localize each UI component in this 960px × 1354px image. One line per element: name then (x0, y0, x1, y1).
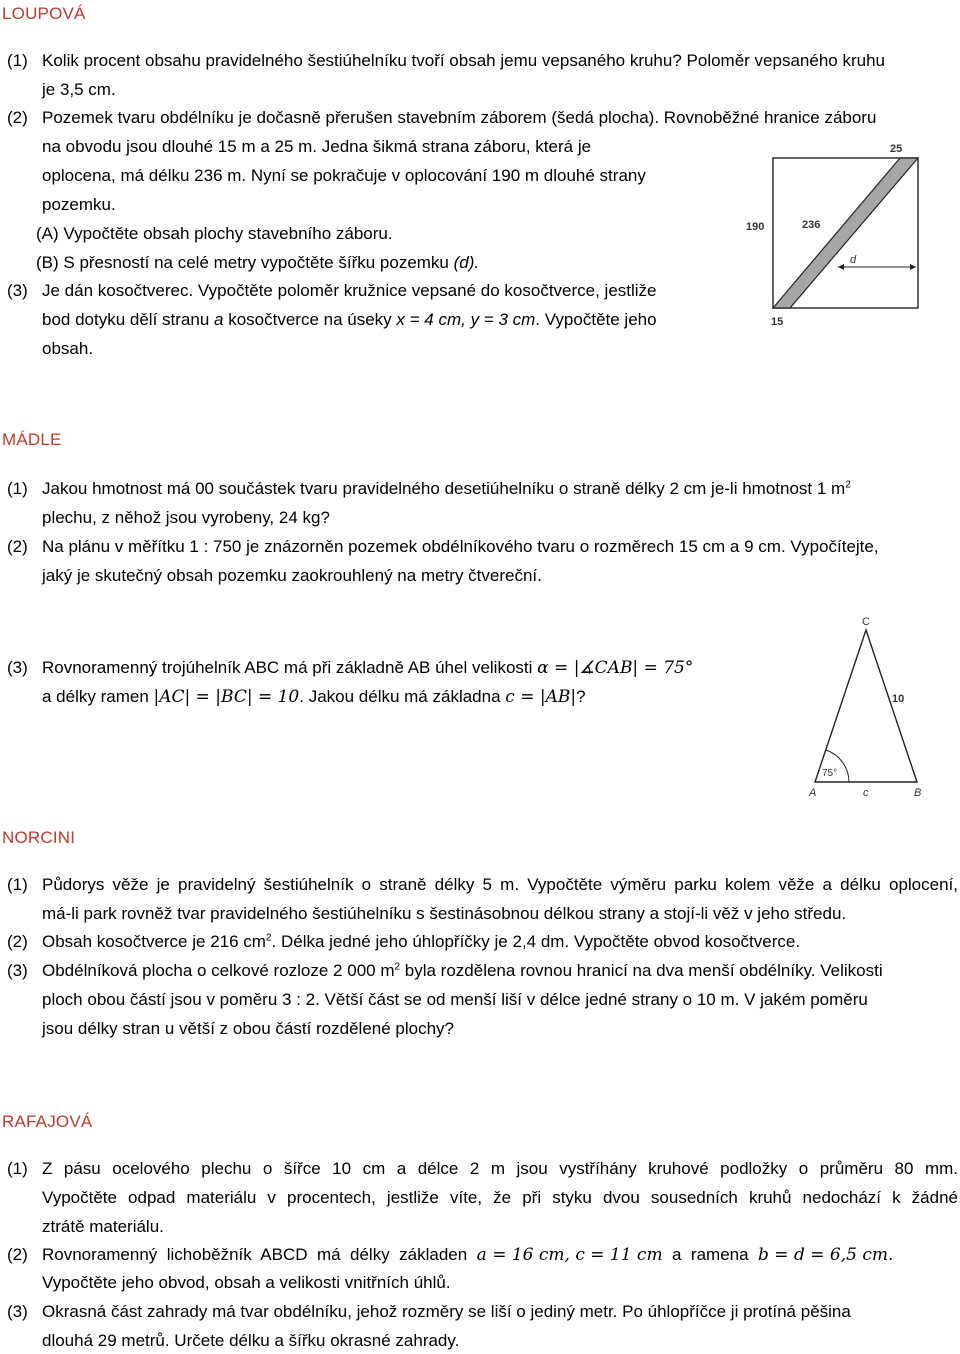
problem-number: (2) (7, 108, 28, 127)
section-heading-rafajova: RAFAJOVÁ (2, 1112, 93, 1131)
problem-text: Obsah kosočtverce je 216 $cm^2$. Délka jedné jeho úhlopříčky je 2,4 dm. Vypočtěte obvod kosočtverce. (42, 932, 801, 951)
subquestion-b: (B) S přesností na celé metry vypočtěte šířku pozemku (d). (36, 253, 480, 272)
problem-text: ploch obou částí jsou v poměru 3 : 2. Větší část se od menší liší v délce jedné strany o 10 m. V jakém poměru (42, 990, 868, 1009)
problem-text: plechu, z něhož jsou vyrobeny, 24 kg? (42, 508, 330, 527)
problem-text: Okrasná část zahrady má tvar obdélníku, jehož rozměry se liší o jediný metr. Po úhlopříčce ji protíná pěšina (42, 1302, 851, 1321)
problem-number: (3) (7, 1302, 28, 1321)
problem-text: pozemku. (42, 195, 116, 214)
subquestion-a: (A) Vypočtěte obsah plochy stavebního záboru. (36, 224, 393, 243)
construction-site-figure (740, 135, 940, 330)
base-c-label: c (863, 787, 869, 799)
section-heading-loupova: LOUPOVÁ (2, 4, 86, 23)
problem-text: Půdorys věže je pravidelný šestiúhelník o straně délky 5 m. Vypočtěte výměru parku kolem věže a délku oplocení, (42, 875, 958, 894)
problem-text: Jakou hmotnost má 00 součástek tvaru pravidelného desetiúhelníku o straně délky 2 cm je-li hmotnost 1 $m^2$ (42, 479, 851, 498)
label-15: 15 (771, 316, 784, 328)
angle-label: 75° (822, 768, 838, 779)
problem-text: Vypočtěte jeho obvod, obsah a velikosti vnitřních úhlů. (42, 1273, 451, 1292)
problem-number: (3) (7, 961, 28, 980)
problem-number: (3) (7, 281, 28, 300)
problem-text: Je dán kosočtverec. Vypočtěte poloměr kružnice vepsané do kosočtverce, jestliže (42, 281, 657, 300)
arrow-head-icon (910, 264, 916, 270)
problem-text: je 3,5 cm. (42, 80, 116, 99)
section-heading-norcini: NORCINI (2, 828, 76, 847)
problem-text: Obdélníková plocha o celkové rozloze 2 000 $m^2$ byla rozdělena rovnou hranicí na dva menší obdélníky. Velikosti (42, 961, 883, 980)
problem-text: a délky ramen |AC| = |BC| = 10. Jakou délku má základna c = |AB|? (42, 687, 586, 707)
section-heading-madle: MÁDLE (2, 430, 62, 449)
problem-text: Pozemek tvaru obdélníku je dočasně přerušen stavebním záborem (šedá plocha). Rovnoběžné hranice záboru (42, 108, 877, 127)
gray-strip (773, 158, 918, 308)
label-236: 236 (802, 219, 821, 231)
problem-number: (1) (7, 875, 28, 894)
problem-text: dlouhá 29 metrů. Určete délku a šířku okrasné zahrady. (42, 1331, 460, 1350)
problem-text: má-li park rovněž tvar pravidelného šestiúhelníku s šestinásobnou délkou strany a stojí-li věž v jeho středu. (42, 904, 847, 923)
vertex-a-label: A (809, 787, 817, 799)
problem-text: oplocena, má délku 236 m. Nyní se pokračuje v oplocování 190 m dlouhé strany (42, 166, 646, 185)
label-25: 25 (890, 143, 903, 155)
side-length-label: 10 (892, 693, 905, 705)
problem-text: obsah. (42, 339, 94, 358)
problem-text: Vypočtěte odpad materiálu v procentech, jestliže víte, že při styku dvou sousedních kruhů nedochází k žádné (42, 1188, 958, 1207)
problem-number: (3) (7, 658, 28, 677)
label-d: d (850, 254, 857, 266)
problem-number: (1) (7, 1159, 28, 1178)
problem-number: (2) (7, 932, 28, 951)
problem-text: Rovnoramenný lichoběžník ABCD má délky základen a = 16 cm, c = 11 cm a ramena b = d = 6,5 cm. (42, 1245, 894, 1265)
problem-text: jsou délky stran u větší z obou částí rozdělené plochy? (42, 1019, 455, 1038)
vertex-b-label: B (914, 787, 922, 799)
problem-number: (1) (7, 51, 28, 70)
problem-text: Na plánu v měřítku 1 : 750 je znázorněn pozemek obdélníkového tvaru o rozměrech 15 cm a 9 cm. Vypočítejte, (42, 537, 879, 556)
problem-text: jaký je skutečný obsah pozemku zaokrouhlený na metry čtvereční. (42, 566, 542, 585)
problem-text: Z pásu ocelového plechu o šířce 10 cm a délce 2 m jsou vystříhány kruhové podložky o průměru 80 mm. (42, 1159, 958, 1178)
arrow-head-icon (838, 264, 844, 270)
problem-text: bod dotyku dělí stranu a kosočtverce na úseky x = 4 cm, y = 3 cm. Vypočtěte jeho (42, 310, 657, 329)
triangle-abc (815, 630, 917, 782)
problem-text: Kolik procent obsahu pravidelného šestiúhelníku tvoří obsah jemu vepsaného kruhu? Poloměr vepsaného kruhu (42, 51, 885, 70)
isosceles-triangle-figure (800, 612, 930, 804)
label-190: 190 (746, 221, 765, 233)
problem-number: (2) (7, 537, 28, 556)
problem-text: na obvodu jsou dlouhé 15 m a 25 m. Jedna šikmá strana záboru, která je (42, 137, 592, 156)
problem-number: (1) (7, 479, 28, 498)
problem-text: Rovnoramenný trojúhelník ABC má při základně AB úhel velikosti α = |∡CAB| = 75° (42, 658, 694, 678)
problem-number: (2) (7, 1245, 28, 1264)
vertex-c-label: C (862, 616, 870, 628)
problem-text: ztrátě materiálu. (42, 1217, 164, 1236)
